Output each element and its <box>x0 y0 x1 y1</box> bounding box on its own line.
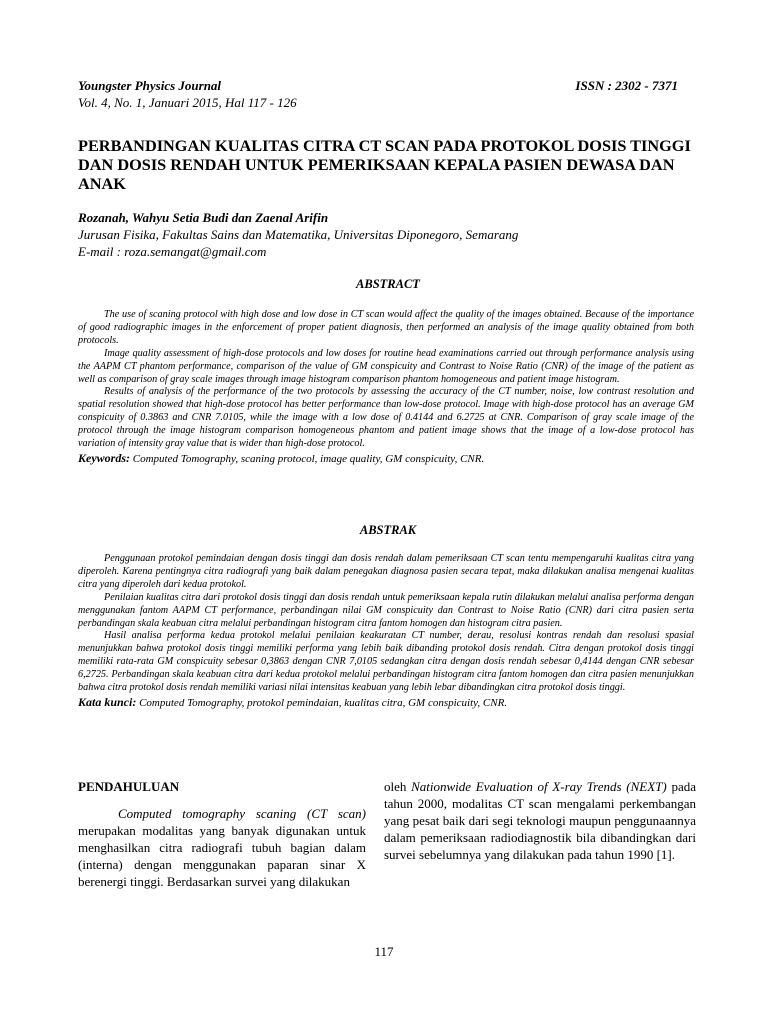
abstract-heading: ABSTRACT <box>356 277 420 291</box>
author-email: E-mail : roza.semangat@gmail.com <box>78 244 267 259</box>
author-block <box>78 209 698 260</box>
journal-header <box>78 77 678 111</box>
kata-kunci <box>78 695 694 710</box>
kata-kunci-text: Computed Tomography, protokol pemindaian, kualitas citra, GM conspicuity, CNR. <box>139 696 508 709</box>
intro-paragraph-left <box>78 805 366 890</box>
keywords <box>78 451 694 466</box>
journal-name: Youngster Physics Journal <box>78 78 222 93</box>
abstract-paragraph: The use of scaning protocol with high dose and low dose in CT scan would affect the quality of the images obtained. Because of the importance of good radiographic images in the enforcement of proper patient diagnosis, then performed an analysis of the image quality obtained from both protocols. <box>78 309 694 346</box>
intro-left-column <box>78 778 366 890</box>
author-affiliation: Jurusan Fisika, Fakultas Sains dan Matematika, Universitas Diponegoro, Semarang <box>78 227 519 242</box>
intro-paragraph-right <box>384 778 696 863</box>
abstrak-heading: ABSTRAK <box>359 523 417 537</box>
intro-text: merupakan modalitas yang banyak digunakan untuk menghasilkan citra radiografi tubuh bagian dalam (interna) dengan menggunakan paparan sinar X berenergi tinggi. Berdasarkan survei yang dilakukan <box>78 823 366 889</box>
keywords-label: Keywords: <box>78 450 130 465</box>
abstrak-paragraph: Hasil analisa performa kedua protokol melalui penilaian keakuratan CT number, derau, resolusi kontras rendah dan resolusi spasial menunjukkan bahwa protokol dosis tinggi memiliki performa yang lebih baik dibanding protokol dosis rendah. Citra dengan protokol dosis tinggi memiliki rata-rata GM conspicuity sebesar 0,3863 dengan CNR 7,0105 sedangkan citra dengan dosis rendah sebesar 0,4144 dengan CNR sebesar 6,2725. Perbandingan skala keabuan citra dari kedua protokol melalui perbandingan histogram citra fantom homogen dan citra pasien menunjukkan bahwa citra protokol dosis rendah memiliki variasi nilai intensitas keabuan yang lebih lebar dibandingkan citra protokol dosis tinggi. <box>78 630 694 694</box>
issn: ISSN : 2302 - 7371 <box>575 78 678 93</box>
intro-term: Computed tomography scaning (CT scan) <box>118 806 366 821</box>
page-number: 117 <box>374 944 394 959</box>
abstract-english <box>78 309 694 466</box>
abstract-paragraph: Image quality assessment of high-dose protocols and low doses for routine head examinations carried out through performance analysis using the AAPM CT phantom performance, comparison of the value of GM conspicuity and Contrast to Noise Ratio (CNR) of the image of the patient as well as comparison of gray scale images through image histogram comparison phantom homogeneous and patient image histogram. <box>78 347 694 385</box>
abstrak-paragraph: Penggunaan protokol pemindaian dengan dosis tinggi dan dosis rendah dalam pemeriksaan CT scan tentu mempengaruhi kualitas citra yang diperoleh. Karena pentingnya citra radiografi yang baik dalam penegakan diagnosa pasien secara tepat, maka dilakukan analisa mengenai kualitas citra yang diperoleh dari kedua protokol. <box>78 553 694 590</box>
keywords-text: Computed Tomography, scaning protocol, image quality, GM conspicuity, CNR. <box>132 452 485 465</box>
kata-kunci-label: Kata kunci: <box>78 694 137 709</box>
section-heading-pendahuluan: PENDAHULUAN <box>78 779 180 794</box>
author-names: Rozanah, Wahyu Setia Budi dan Zaenal Arifin <box>78 210 329 225</box>
volume-info: Vol. 4, No. 1, Januari 2015, Hal 117 - 126 <box>78 95 297 110</box>
abstrak-paragraph: Penilaian kualitas citra dari protokol dosis tinggi dan dosis rendah untuk pemeriksaan kepala rutin dilakukan melalui analisa performa dengan menggunakan fantom AAPM CT performance, perbandingan nilai GM conspicuity dan Contrast to Noise Ratio (CNR) dari citra pasien serta perbandingan skala keabuan citra melalui perbandingan histogram citra fantom homogen dan histogram citra pasien. <box>78 591 694 629</box>
intro-text-pre: oleh <box>384 779 412 794</box>
paper-title: PERBANDINGAN KUALITAS CITRA CT SCAN PADA PROTOKOL DOSIS TINGGI DAN DOSIS RENDAH UNTUK PEMERIKSAAN KEPALA PASIEN DEWASA DAN ANAK <box>78 136 691 193</box>
abstract-paragraph: Results of analysis of the performance of the two protocols by assessing the accuracy of the CT number, noise, low contrast resolution and spatial resolution showed that high-dose protocol has better performance than low-dose protocol. Image with high-dose protocol has an average GM conspicuity of 0.3863 and CNR 7.0105, while the image with a low dose of 0.4144 and 6.2725 at CNR. Comparison of gray scale image of the protocol through the image histogram comparison homogeneous phantom and patient image shows that the image of a low-dose protocol has variation of intensity gray value that is wider than high-dose protocol. <box>78 386 694 450</box>
intro-right-column <box>384 778 696 863</box>
intro-source: Nationwide Evaluation of X-ray Trends (NEXT) <box>411 779 667 794</box>
abstract-indonesian <box>78 553 694 710</box>
intro-text-cont: pada tahun 2000, modalitas CT scan mengalami perkembangan yang pesat baik dari segi teknologi maupun penggunaannya dalam pemeriksaan radiodiagnostik bila dibandingkan dari survei sebelumnya yang dilakukan pada tahun 1990 [1]. <box>384 779 696 862</box>
